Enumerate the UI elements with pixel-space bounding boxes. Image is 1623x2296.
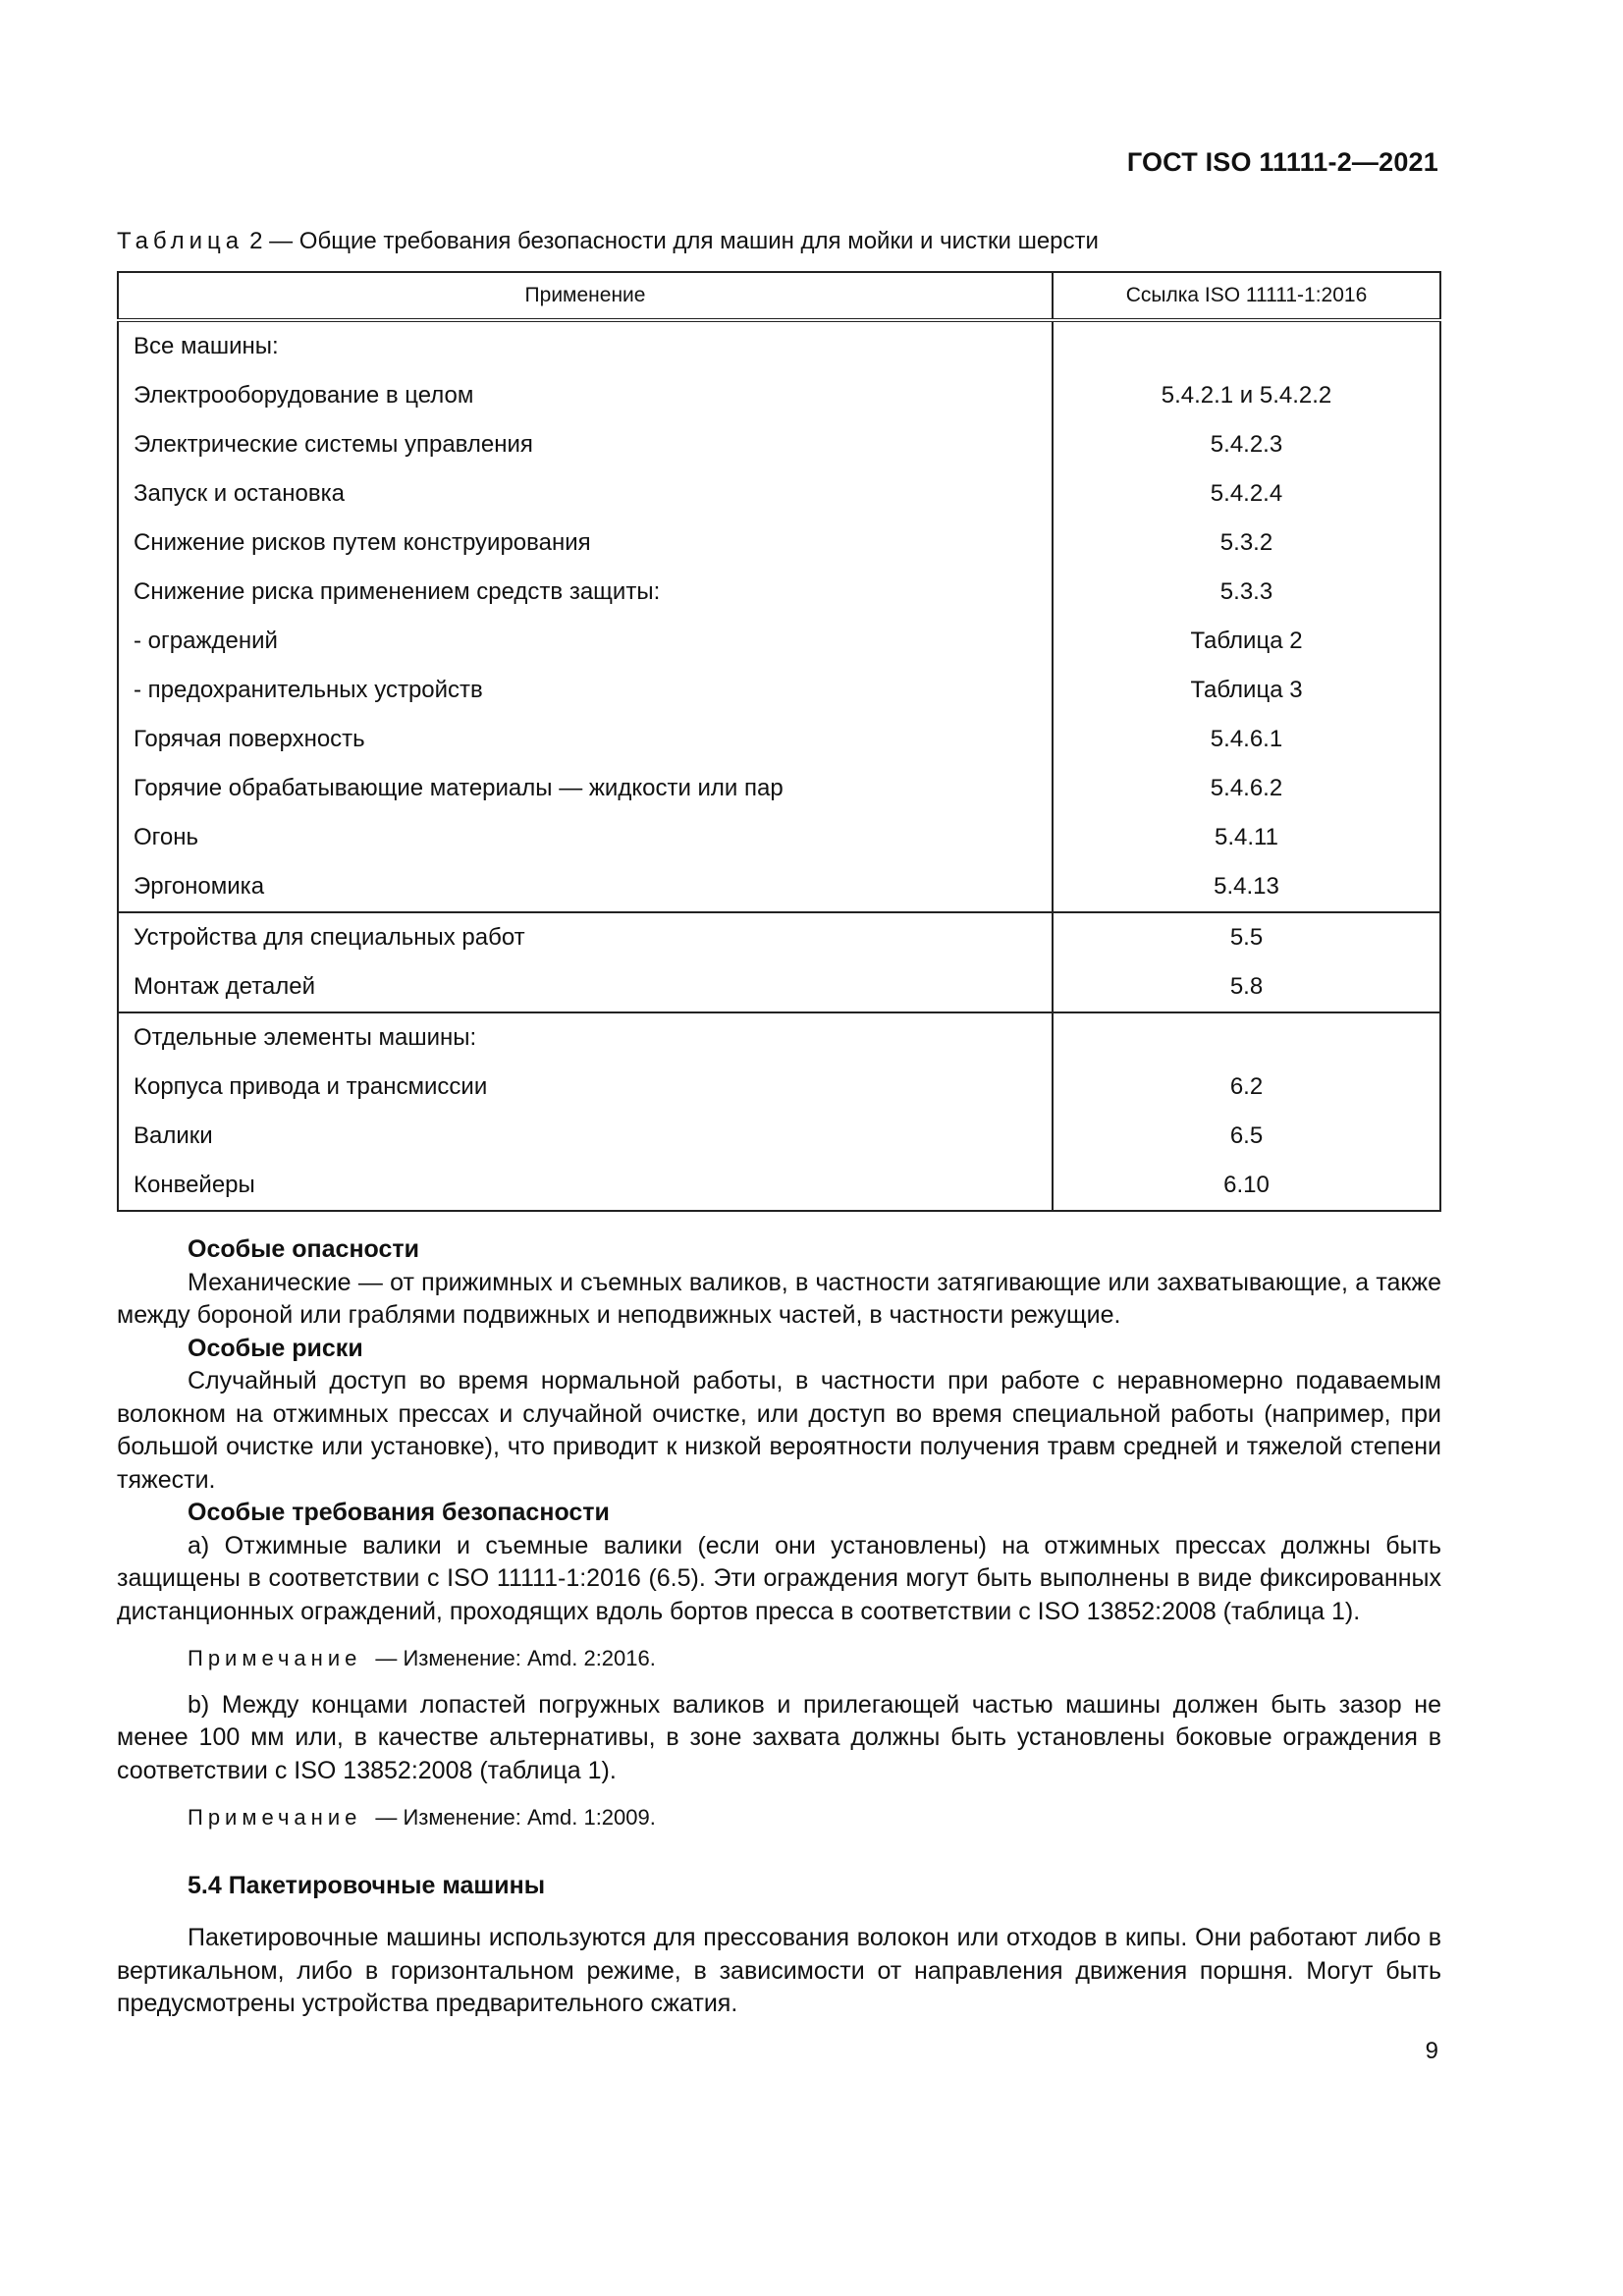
cell-reference: [1053, 320, 1440, 371]
cell-reference: 5.4.6.1: [1053, 715, 1440, 764]
item-b-paragraph: b) Между концами лопастей погружных валиков и прилегающей частью машины должен быть зазор не менее 100 мм или, в качестве альтернативы, в зоне захвата должны быть установлены боковые ограждения в соответствии с ISO 13852:2008 (таблица 1).: [117, 1690, 1441, 1784]
cell-application: Монтаж деталей: [118, 962, 1053, 1012]
table-row: [118, 568, 1440, 617]
cell-reference: 5.4.11: [1053, 813, 1440, 862]
cell-reference: 6.2: [1053, 1063, 1440, 1112]
cell-application: Конвейеры: [118, 1161, 1053, 1211]
note-label: Примечание: [188, 1646, 362, 1670]
cell-application: Горячие обрабатывающие материалы — жидкости или пар: [118, 764, 1053, 813]
table-row: [118, 715, 1440, 764]
table-header-row: [118, 272, 1440, 320]
cell-application: Корпуса привода и трансмиссии: [118, 1063, 1053, 1112]
cell-reference: Таблица 2: [1053, 617, 1440, 666]
table-caption-title: 2 — Общие требования безопасности для машин для мойки и чистки шерсти: [249, 228, 1099, 254]
safety-heading: Особые требования безопасности: [188, 1499, 610, 1526]
cell-reference: 5.4.2.1 и 5.4.2.2: [1053, 371, 1440, 420]
cell-application: Эргономика: [118, 862, 1053, 912]
table-row: [118, 1012, 1440, 1063]
cell-reference: 5.4.6.2: [1053, 764, 1440, 813]
cell-application: Горячая поверхность: [118, 715, 1053, 764]
cell-application: Электрооборудование в целом: [118, 371, 1053, 420]
requirements-table: [117, 271, 1441, 1212]
table-row: [118, 420, 1440, 469]
page-number: 9: [1425, 2038, 1438, 2064]
table-row: [118, 1063, 1440, 1112]
cell-reference: 5.4.2.4: [1053, 469, 1440, 519]
cell-application: Устройства для специальных работ: [118, 912, 1053, 962]
cell-application: Снижение риска применением средств защиты:: [118, 568, 1053, 617]
table-row: [118, 371, 1440, 420]
item-a-paragraph: а) Отжимные валики и съемные валики (если они установлены) на отжимных прессах должны быть защищены в соответствии с ISO 11111-1:2016 (6.5). Эти ограждения могут быть выполнены в виде фиксированных дистанционных ограждений, проходящих вдоль бортов пресса в соответствии с ISO 13852:2008 (таблица 1).: [117, 1531, 1441, 1625]
cell-application: Запуск и остановка: [118, 469, 1053, 519]
hazards-paragraph: Механические — от прижимных и съемных валиков, в частности затягивающие или захватывающие, а также между бороной или граблями подвижных и неподвижных частей, в частности режущие.: [117, 1268, 1441, 1329]
cell-reference: Таблица 3: [1053, 666, 1440, 715]
table-row: [118, 320, 1440, 371]
note-a: [117, 1642, 1441, 1675]
table-row: [118, 962, 1440, 1012]
table-row: [118, 1112, 1440, 1161]
table-row: [118, 764, 1440, 813]
cell-application: Отдельные элементы машины:: [118, 1012, 1053, 1063]
note-text: — Изменение: Amd. 1:2009.: [375, 1805, 656, 1830]
section-heading: 5.4 Пакетировочные машины: [188, 1871, 546, 1899]
cell-reference: 6.5: [1053, 1112, 1440, 1161]
column-header-application: Применение: [118, 272, 1053, 320]
cell-reference: 5.5: [1053, 912, 1440, 962]
document-body: [117, 1233, 1441, 2021]
risks-heading: Особые риски: [188, 1334, 363, 1362]
cell-reference: 6.10: [1053, 1161, 1440, 1211]
note-text: — Изменение: Amd. 2:2016.: [375, 1646, 656, 1670]
cell-application: Огонь: [118, 813, 1053, 862]
note-b: [117, 1801, 1441, 1834]
table-caption-label: Таблица: [117, 228, 244, 254]
cell-reference: 5.4.2.3: [1053, 420, 1440, 469]
table-row: [118, 666, 1440, 715]
table-row: [118, 617, 1440, 666]
risks-paragraph: Случайный доступ во время нормальной работы, в частности при работе с неравномерно подаваемым волокном на отжимных прессах и случайной очистке, или доступ во время специальной работы (например, при большой очистке или установке), что приводит к низкой вероятности получения травм средней и тяжелой степени тяжести.: [117, 1367, 1441, 1494]
table-caption: [117, 228, 1099, 255]
cell-reference: [1053, 1012, 1440, 1063]
table-row: [118, 912, 1440, 962]
cell-reference: 5.4.13: [1053, 862, 1440, 912]
table-row: [118, 519, 1440, 568]
cell-application: Снижение рисков путем конструирования: [118, 519, 1053, 568]
table-row: [118, 813, 1440, 862]
document-header: ГОСТ ISO 11111-2—2021: [1126, 147, 1438, 177]
cell-reference: 5.3.3: [1053, 568, 1440, 617]
cell-reference: 5.8: [1053, 962, 1440, 1012]
cell-application: Валики: [118, 1112, 1053, 1161]
cell-application: - ограждений: [118, 617, 1053, 666]
table-row: [118, 862, 1440, 912]
table-row: [118, 1161, 1440, 1211]
cell-application: Все машины:: [118, 320, 1053, 371]
table-row: [118, 469, 1440, 519]
section-paragraph: Пакетировочные машины используются для прессования волокон или отходов в кипы. Они работают либо в вертикальном, либо в горизонтальном режиме, в зависимости от направления движения поршня. Могут быть предусмотрены устройства предварительного сжатия.: [117, 1924, 1441, 2017]
cell-reference: 5.3.2: [1053, 519, 1440, 568]
column-header-reference: Ссылка ISO 11111-1:2016: [1053, 272, 1440, 320]
cell-application: - предохранительных устройств: [118, 666, 1053, 715]
note-label: Примечание: [188, 1805, 362, 1830]
hazards-heading: Особые опасности: [188, 1235, 419, 1263]
cell-application: Электрические системы управления: [118, 420, 1053, 469]
